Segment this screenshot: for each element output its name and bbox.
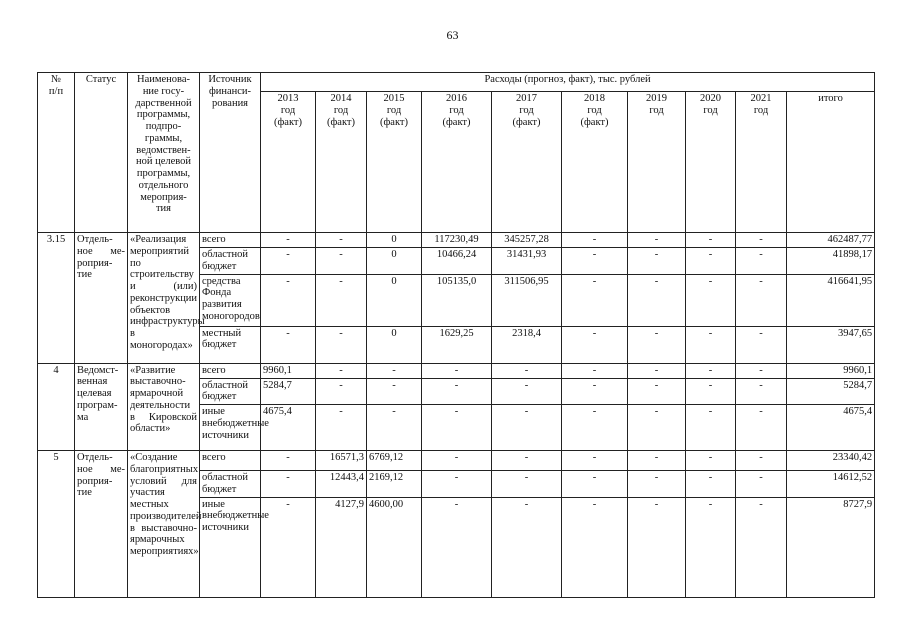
- expenses-table: [37, 72, 875, 598]
- value-2013: -: [261, 471, 316, 498]
- header-year-2014: 2014 год (факт): [316, 92, 367, 233]
- value-2013: -: [261, 248, 316, 275]
- value-2016: 117230,49: [422, 233, 492, 248]
- value-2013: 4675,4: [261, 405, 316, 451]
- value-2019: -: [628, 405, 686, 451]
- value-2017: -: [492, 363, 562, 378]
- value-2017: -: [492, 378, 562, 405]
- header-source: Источник финанси- рования: [200, 73, 261, 233]
- value-total: 23340,42: [787, 451, 875, 471]
- value-2016: -: [422, 405, 492, 451]
- value-2017: -: [492, 451, 562, 471]
- value-2019: -: [628, 471, 686, 498]
- value-2013: 5284,7: [261, 378, 316, 405]
- page-number: 63: [446, 28, 459, 42]
- row-number: 5: [38, 451, 75, 598]
- value-2020: -: [686, 451, 736, 471]
- row-source: областной бюджет: [200, 471, 261, 498]
- row-program-name: «Создание благоприятных условий для участия местных производителей в выставочно-ярмарочных мероприятиях»: [128, 451, 200, 598]
- value-2018: -: [562, 248, 628, 275]
- value-2016: 105135,0: [422, 274, 492, 326]
- value-2019: -: [628, 326, 686, 363]
- row-status: Отдель-ное ме-роприя-тие: [75, 451, 128, 598]
- value-2017: 2318,4: [492, 326, 562, 363]
- value-2020: -: [686, 378, 736, 405]
- row-program-name: «Реализация мероприятий по строительству и (или) реконструкции объектов инфраструктуры в моногородах»: [128, 233, 200, 364]
- value-2014: -: [316, 363, 367, 378]
- value-2018: -: [562, 363, 628, 378]
- header-name: Наименова- ние госу- дарственной программы, подпро- граммы, ведомствен- ной целевой программы, отдельного мероприя- тия: [128, 73, 200, 233]
- value-2019: -: [628, 233, 686, 248]
- header-status: Статус: [75, 73, 128, 233]
- value-2018: -: [562, 451, 628, 471]
- row-source: областной бюджет: [200, 378, 261, 405]
- header-year-2017: 2017 год (факт): [492, 92, 562, 233]
- value-2014: 4127,9: [316, 497, 367, 597]
- header-number: № п/п: [38, 73, 75, 233]
- table-row: [38, 451, 875, 471]
- value-2016: 10466,24: [422, 248, 492, 275]
- value-2020: -: [686, 326, 736, 363]
- header-year-2018: 2018 год (факт): [562, 92, 628, 233]
- value-2013: -: [261, 274, 316, 326]
- value-2020: -: [686, 471, 736, 498]
- value-2015: 0: [367, 274, 422, 326]
- value-2015: -: [367, 363, 422, 378]
- value-2018: -: [562, 274, 628, 326]
- value-2015: 0: [367, 233, 422, 248]
- value-2019: -: [628, 378, 686, 405]
- value-2016: -: [422, 471, 492, 498]
- value-2019: -: [628, 451, 686, 471]
- value-2019: -: [628, 497, 686, 597]
- value-2021: -: [736, 233, 787, 248]
- value-2018: -: [562, 378, 628, 405]
- value-2021: -: [736, 451, 787, 471]
- value-2017: -: [492, 497, 562, 597]
- value-2015: 0: [367, 326, 422, 363]
- value-total: 41898,17: [787, 248, 875, 275]
- value-2021: -: [736, 326, 787, 363]
- value-2016: 1629,25: [422, 326, 492, 363]
- row-status: Ведомст-венная целевая програм-ма: [75, 363, 128, 451]
- row-status: Отдель-ное ме-роприя-тие: [75, 233, 128, 364]
- value-2014: -: [316, 233, 367, 248]
- value-2020: -: [686, 248, 736, 275]
- program-group-4: [38, 363, 875, 451]
- value-2020: -: [686, 233, 736, 248]
- value-2017: 345257,28: [492, 233, 562, 248]
- value-2020: -: [686, 274, 736, 326]
- row-source: всего: [200, 451, 261, 471]
- row-source: средства Фонда развития моногородов: [200, 274, 261, 326]
- value-2019: -: [628, 248, 686, 275]
- row-source: всего: [200, 363, 261, 378]
- value-2020: -: [686, 405, 736, 451]
- value-2016: -: [422, 363, 492, 378]
- row-source: иные внебюджетные источники: [200, 405, 261, 451]
- value-2018: -: [562, 471, 628, 498]
- value-2017: 311506,95: [492, 274, 562, 326]
- value-2021: -: [736, 497, 787, 597]
- header-year-2021: 2021 год: [736, 92, 787, 233]
- value-2014: 12443,4: [316, 471, 367, 498]
- value-2015: 0: [367, 248, 422, 275]
- value-2020: -: [686, 497, 736, 597]
- value-2015: -: [367, 378, 422, 405]
- value-2014: -: [316, 405, 367, 451]
- header-year-2013: 2013 год (факт): [261, 92, 316, 233]
- value-total: 8727,9: [787, 497, 875, 597]
- value-2013: 9960,1: [261, 363, 316, 378]
- header-total: итого: [787, 92, 875, 233]
- value-2015: -: [367, 405, 422, 451]
- row-source: иные внебюджетные источники: [200, 497, 261, 597]
- value-total: 462487,77: [787, 233, 875, 248]
- row-source: местный бюджет: [200, 326, 261, 363]
- value-2014: -: [316, 378, 367, 405]
- value-2021: -: [736, 274, 787, 326]
- header-year-2019: 2019 год: [628, 92, 686, 233]
- row-number: 4: [38, 363, 75, 451]
- value-2015: 2169,12: [367, 471, 422, 498]
- value-total: 416641,95: [787, 274, 875, 326]
- value-2018: -: [562, 405, 628, 451]
- header-year-2015: 2015 год (факт): [367, 92, 422, 233]
- value-2013: -: [261, 233, 316, 248]
- value-2019: -: [628, 274, 686, 326]
- value-2021: -: [736, 405, 787, 451]
- header-expenses: Расходы (прогноз, факт), тыс. рублей: [261, 73, 875, 92]
- program-group-5: [38, 451, 875, 598]
- value-total: 5284,7: [787, 378, 875, 405]
- value-2019: -: [628, 363, 686, 378]
- row-program-name: «Развитие выставочно-ярмарочной деятельности в Кировской области»: [128, 363, 200, 451]
- value-2014: -: [316, 274, 367, 326]
- table-row: [38, 233, 875, 248]
- row-source: областной бюджет: [200, 248, 261, 275]
- row-source: всего: [200, 233, 261, 248]
- value-2018: -: [562, 497, 628, 597]
- value-2013: -: [261, 451, 316, 471]
- row-number: 3.15: [38, 233, 75, 364]
- value-2021: -: [736, 248, 787, 275]
- value-total: 14612,52: [787, 471, 875, 498]
- value-total: 9960,1: [787, 363, 875, 378]
- table-row: [38, 363, 875, 378]
- value-2016: -: [422, 451, 492, 471]
- value-2021: -: [736, 378, 787, 405]
- value-2016: -: [422, 497, 492, 597]
- value-2021: -: [736, 363, 787, 378]
- value-2020: -: [686, 363, 736, 378]
- value-2017: -: [492, 405, 562, 451]
- value-2017: 31431,93: [492, 248, 562, 275]
- value-2013: -: [261, 497, 316, 597]
- value-2017: -: [492, 471, 562, 498]
- value-total: 4675,4: [787, 405, 875, 451]
- program-group-3-15: [38, 233, 875, 364]
- value-2016: -: [422, 378, 492, 405]
- value-2014: -: [316, 248, 367, 275]
- header-year-2020: 2020 год: [686, 92, 736, 233]
- value-2014: 16571,3: [316, 451, 367, 471]
- header-year-2016: 2016 год (факт): [422, 92, 492, 233]
- value-2015: 6769,12: [367, 451, 422, 471]
- value-2013: -: [261, 326, 316, 363]
- value-2015: 4600,00: [367, 497, 422, 597]
- value-2021: -: [736, 471, 787, 498]
- value-2018: -: [562, 326, 628, 363]
- value-total: 3947,65: [787, 326, 875, 363]
- value-2018: -: [562, 233, 628, 248]
- value-2014: -: [316, 326, 367, 363]
